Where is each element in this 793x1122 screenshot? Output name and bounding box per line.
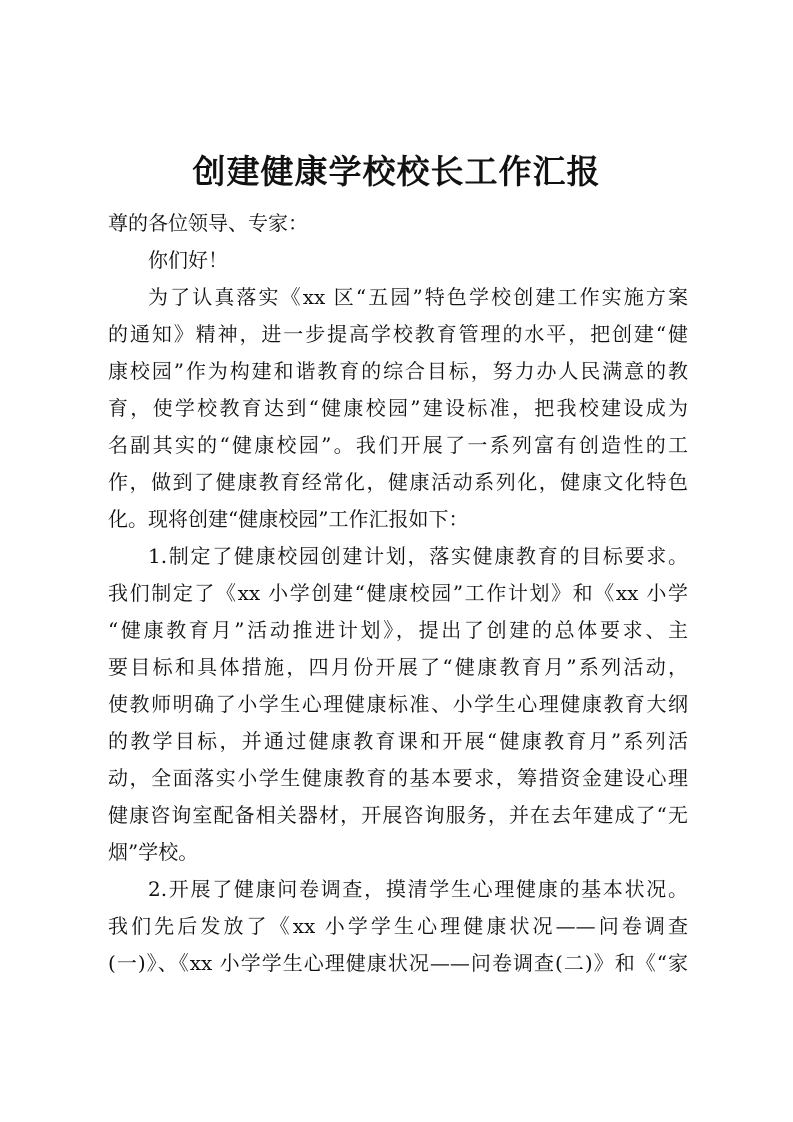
paragraph-line: 2.开展了健康问卷调查，摸清学生心理健康的基本状况。	[148, 877, 688, 901]
paragraph-line: 为了认真落实《xx 区“五园”特色学校创建工作实施方案	[148, 285, 688, 309]
paragraph-line: 作，做到了健康教育经常化，健康活动系列化，健康文化特色	[108, 470, 688, 494]
paragraph-line: (一)》、《xx 小学学生心理健康状况——问卷调查(二)》和《“家	[108, 951, 688, 975]
paragraph-line: 的通知》精神，进一步提高学校教育管理的水平，把创建“健	[108, 322, 688, 346]
greeting: 你们好！	[148, 248, 228, 272]
paragraph-line: 康校园”作为构建和谐教育的综合目标，努力办人民满意的教	[108, 359, 688, 383]
document-body	[108, 205, 688, 982]
salutation: 尊的各位领导、专家：	[108, 211, 308, 235]
paragraph-line: 动，全面落实小学生健康教育的基本要求，筹措资金建设心理	[108, 766, 688, 790]
paragraph	[108, 279, 688, 538]
paragraph-line: 使教师明确了小学生心理健康标准、小学生心理健康教育大纲	[108, 692, 688, 716]
paragraphs	[108, 279, 688, 982]
paragraph	[108, 538, 688, 871]
paragraph-line: 健康咨询室配备相关器材，开展咨询服务，并在去年建成了“无	[108, 803, 688, 827]
paragraph-line: 化。现将创建“健康校园”工作汇报如下：	[108, 507, 469, 531]
paragraph-line: 1.制定了健康校园创建计划，落实健康教育的目标要求。	[148, 544, 688, 568]
paragraph-line: 我们先后发放了《xx 小学学生心理健康状况——问卷调查	[108, 914, 688, 938]
document-title: 创建健康学校校长工作汇报	[192, 152, 601, 191]
paragraph-line: 烟”学校。	[108, 840, 199, 864]
paragraph-line: “健康教育月”活动推进计划》，提出了创建的总体要求、主	[108, 618, 688, 642]
paragraph-line: 名副其实的“健康校园”。我们开展了一系列富有创造性的工	[108, 433, 688, 457]
paragraph-line: 的教学目标，并通过健康教育课和开展“健康教育月”系列活	[108, 729, 688, 753]
paragraph-line: 要目标和具体措施，四月份开展了“健康教育月”系列活动，	[108, 655, 688, 679]
paragraph-line: 我们制定了《xx 小学创建“健康校园”工作计划》和《xx 小学	[108, 581, 688, 605]
paragraph-line: 育，使学校教育达到“健康校园”建设标准，把我校建设成为	[108, 396, 688, 420]
paragraph	[108, 871, 688, 982]
